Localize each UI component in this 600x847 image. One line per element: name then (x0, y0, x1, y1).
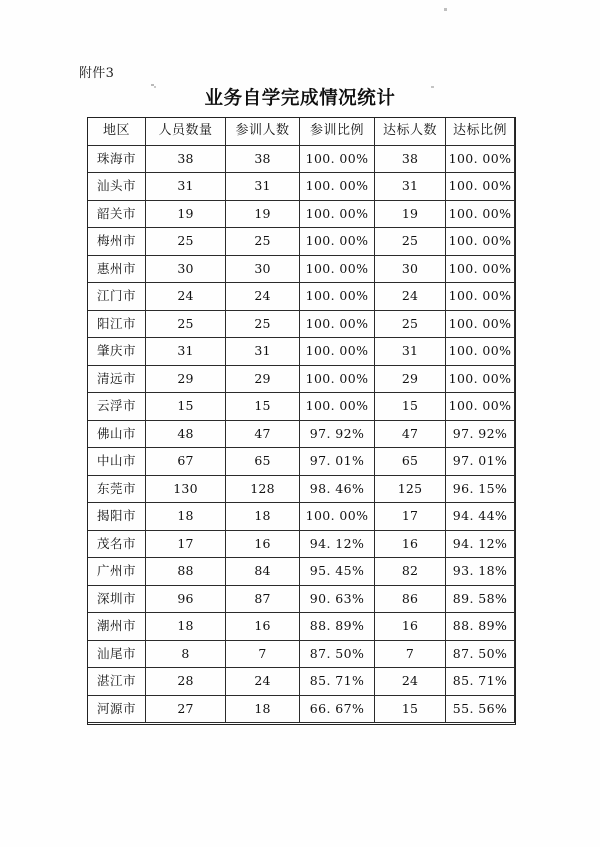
table-row (88, 475, 515, 503)
cell-train-pct: 100. 00% (300, 228, 375, 256)
cell-count: 27 (146, 695, 226, 723)
cell-trained: 18 (226, 695, 300, 723)
cell-train-pct: 87. 50% (300, 640, 375, 668)
cell-region: 潮州市 (88, 613, 146, 641)
cell-train-pct: 100. 00% (300, 338, 375, 366)
cell-count: 67 (146, 448, 226, 476)
scan-artifact-speck (151, 84, 154, 86)
cell-count: 24 (146, 283, 226, 311)
cell-passed: 82 (375, 558, 446, 586)
cell-passed: 7 (375, 640, 446, 668)
cell-pass-pct: 100. 00% (446, 310, 515, 338)
cell-region: 江门市 (88, 283, 146, 311)
table-row (88, 393, 515, 421)
cell-train-pct: 85. 71% (300, 668, 375, 696)
cell-train-pct: 100. 00% (300, 200, 375, 228)
cell-region: 云浮市 (88, 393, 146, 421)
cell-train-pct: 94. 12% (300, 530, 375, 558)
cell-train-pct: 100. 00% (300, 365, 375, 393)
cell-train-pct: 97. 92% (300, 420, 375, 448)
cell-count: 48 (146, 420, 226, 448)
cell-trained: 128 (226, 475, 300, 503)
cell-pass-pct: 85. 71% (446, 668, 515, 696)
table-row (88, 310, 515, 338)
cell-passed: 38 (375, 145, 446, 173)
cell-pass-pct: 100. 00% (446, 228, 515, 256)
cell-passed: 47 (375, 420, 446, 448)
cell-train-pct: 95. 45% (300, 558, 375, 586)
statistics-table (87, 117, 515, 723)
cell-count: 19 (146, 200, 226, 228)
table-row (88, 283, 515, 311)
cell-passed: 25 (375, 228, 446, 256)
table-row (88, 420, 515, 448)
scan-artifact-speck (444, 8, 447, 11)
cell-train-pct: 100. 00% (300, 283, 375, 311)
cell-pass-pct: 55. 56% (446, 695, 515, 723)
cell-pass-pct: 100. 00% (446, 365, 515, 393)
cell-region: 汕头市 (88, 173, 146, 201)
cell-passed: 86 (375, 585, 446, 613)
cell-region: 东莞市 (88, 475, 146, 503)
cell-trained: 29 (226, 365, 300, 393)
cell-region: 韶关市 (88, 200, 146, 228)
cell-pass-pct: 100. 00% (446, 173, 515, 201)
cell-count: 18 (146, 503, 226, 531)
table-row (88, 228, 515, 256)
cell-count: 88 (146, 558, 226, 586)
cell-region: 河源市 (88, 695, 146, 723)
column-header-count: 人员数量 (146, 118, 226, 146)
column-header-region: 地区 (88, 118, 146, 146)
cell-count: 31 (146, 338, 226, 366)
table-row (88, 200, 515, 228)
cell-region: 广州市 (88, 558, 146, 586)
cell-trained: 16 (226, 530, 300, 558)
cell-count: 8 (146, 640, 226, 668)
cell-region: 阳江市 (88, 310, 146, 338)
table-body (88, 145, 515, 723)
table-row (88, 448, 515, 476)
cell-pass-pct: 100. 00% (446, 255, 515, 283)
cell-count: 38 (146, 145, 226, 173)
cell-trained: 47 (226, 420, 300, 448)
cell-count: 130 (146, 475, 226, 503)
table-row (88, 695, 515, 723)
table-row (88, 503, 515, 531)
cell-trained: 16 (226, 613, 300, 641)
cell-passed: 17 (375, 503, 446, 531)
cell-pass-pct: 100. 00% (446, 283, 515, 311)
cell-pass-pct: 100. 00% (446, 145, 515, 173)
cell-trained: 38 (226, 145, 300, 173)
cell-region: 梅州市 (88, 228, 146, 256)
cell-trained: 87 (226, 585, 300, 613)
cell-count: 31 (146, 173, 226, 201)
cell-train-pct: 100. 00% (300, 503, 375, 531)
cell-count: 96 (146, 585, 226, 613)
cell-train-pct: 97. 01% (300, 448, 375, 476)
cell-region: 深圳市 (88, 585, 146, 613)
cell-passed: 31 (375, 338, 446, 366)
cell-region: 揭阳市 (88, 503, 146, 531)
cell-pass-pct: 89. 58% (446, 585, 515, 613)
cell-count: 15 (146, 393, 226, 421)
cell-trained: 25 (226, 228, 300, 256)
cell-pass-pct: 88. 89% (446, 613, 515, 641)
cell-passed: 25 (375, 310, 446, 338)
column-header-train-pct: 参训比例 (300, 118, 375, 146)
column-header-passed: 达标人数 (375, 118, 446, 146)
cell-count: 25 (146, 310, 226, 338)
cell-region: 惠州市 (88, 255, 146, 283)
statistics-table-container (87, 117, 514, 723)
cell-train-pct: 90. 63% (300, 585, 375, 613)
cell-pass-pct: 100. 00% (446, 338, 515, 366)
cell-count: 30 (146, 255, 226, 283)
table-row (88, 365, 515, 393)
attachment-label: 附件3 (79, 66, 115, 81)
cell-trained: 25 (226, 310, 300, 338)
cell-count: 17 (146, 530, 226, 558)
cell-train-pct: 100. 00% (300, 255, 375, 283)
cell-trained: 84 (226, 558, 300, 586)
cell-trained: 31 (226, 338, 300, 366)
cell-region: 佛山市 (88, 420, 146, 448)
cell-passed: 65 (375, 448, 446, 476)
table-row (88, 613, 515, 641)
cell-count: 28 (146, 668, 226, 696)
table-row (88, 668, 515, 696)
cell-pass-pct: 96. 15% (446, 475, 515, 503)
cell-pass-pct: 97. 92% (446, 420, 515, 448)
table-header-row (88, 118, 515, 146)
cell-trained: 24 (226, 283, 300, 311)
cell-passed: 31 (375, 173, 446, 201)
cell-passed: 29 (375, 365, 446, 393)
cell-trained: 15 (226, 393, 300, 421)
column-header-pass-pct: 达标比例 (446, 118, 515, 146)
table-row (88, 255, 515, 283)
cell-pass-pct: 87. 50% (446, 640, 515, 668)
cell-pass-pct: 97. 01% (446, 448, 515, 476)
table-row (88, 145, 515, 173)
table-row (88, 640, 515, 668)
cell-train-pct: 88. 89% (300, 613, 375, 641)
table-row (88, 530, 515, 558)
cell-passed: 30 (375, 255, 446, 283)
cell-passed: 24 (375, 283, 446, 311)
cell-region: 汕尾市 (88, 640, 146, 668)
cell-region: 珠海市 (88, 145, 146, 173)
cell-pass-pct: 93. 18% (446, 558, 515, 586)
cell-region: 湛江市 (88, 668, 146, 696)
cell-pass-pct: 100. 00% (446, 393, 515, 421)
cell-passed: 24 (375, 668, 446, 696)
cell-pass-pct: 94. 12% (446, 530, 515, 558)
cell-train-pct: 100. 00% (300, 173, 375, 201)
cell-region: 肇庆市 (88, 338, 146, 366)
cell-region: 中山市 (88, 448, 146, 476)
cell-trained: 7 (226, 640, 300, 668)
cell-pass-pct: 94. 44% (446, 503, 515, 531)
column-header-trained: 参训人数 (226, 118, 300, 146)
cell-count: 29 (146, 365, 226, 393)
cell-passed: 16 (375, 613, 446, 641)
page-title: 业务自学完成情况统计 (204, 88, 396, 109)
cell-trained: 24 (226, 668, 300, 696)
cell-region: 茂名市 (88, 530, 146, 558)
table-row (88, 585, 515, 613)
table-row (88, 558, 515, 586)
cell-passed: 15 (375, 393, 446, 421)
table-row (88, 338, 515, 366)
cell-trained: 30 (226, 255, 300, 283)
cell-passed: 16 (375, 530, 446, 558)
cell-trained: 31 (226, 173, 300, 201)
cell-train-pct: 100. 00% (300, 393, 375, 421)
cell-trained: 18 (226, 503, 300, 531)
cell-train-pct: 100. 00% (300, 145, 375, 173)
cell-count: 25 (146, 228, 226, 256)
cell-trained: 19 (226, 200, 300, 228)
cell-count: 18 (146, 613, 226, 641)
cell-region: 清远市 (88, 365, 146, 393)
cell-passed: 19 (375, 200, 446, 228)
cell-pass-pct: 100. 00% (446, 200, 515, 228)
cell-passed: 125 (375, 475, 446, 503)
cell-train-pct: 98. 46% (300, 475, 375, 503)
cell-train-pct: 66. 67% (300, 695, 375, 723)
cell-trained: 65 (226, 448, 300, 476)
table-row (88, 173, 515, 201)
cell-passed: 15 (375, 695, 446, 723)
cell-train-pct: 100. 00% (300, 310, 375, 338)
